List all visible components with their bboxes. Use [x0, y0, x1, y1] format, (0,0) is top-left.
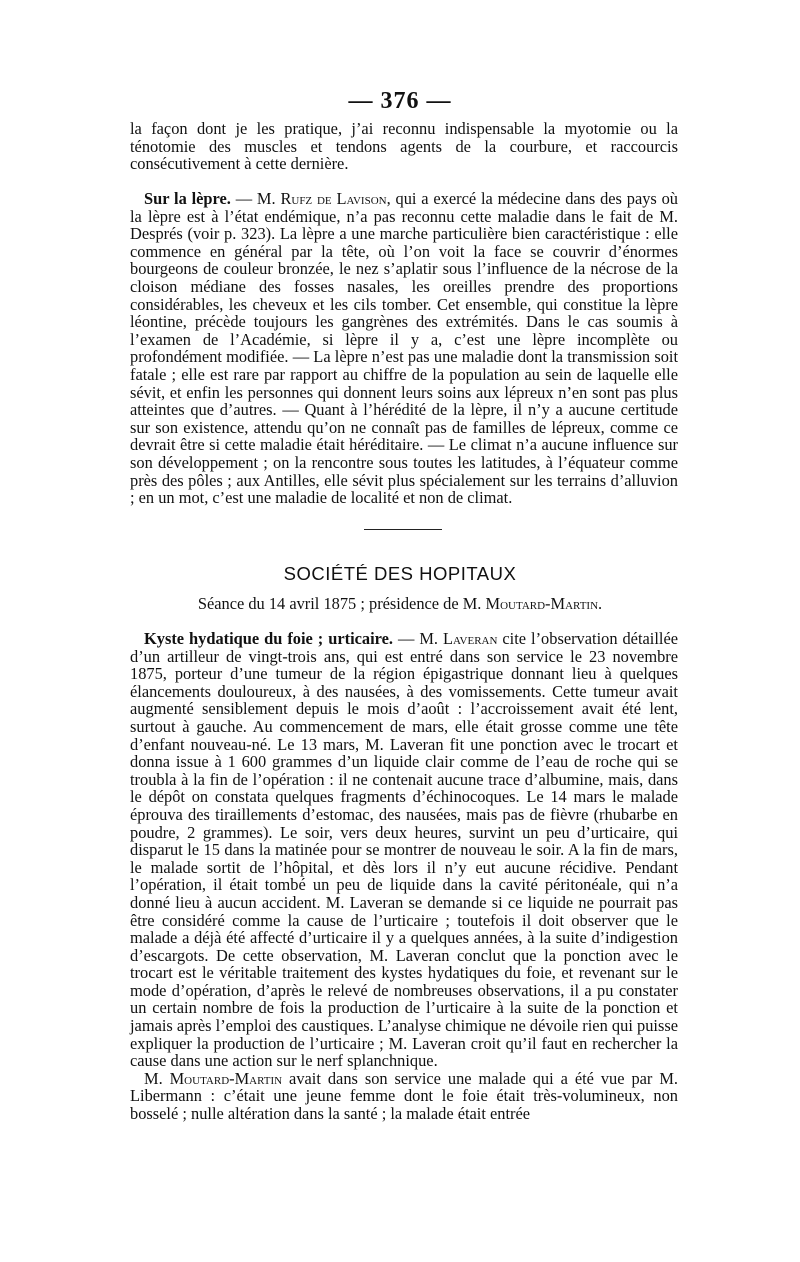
intro-paragraph: [130, 120, 678, 173]
kyste-article: [130, 630, 678, 1123]
kyste-heading: Kyste hydatique du foie ; urticaire.: [144, 629, 394, 648]
section-title: SOCIÉTÉ DES HOPITAUX: [283, 563, 517, 584]
kyste-paragraph: [130, 630, 678, 1070]
section-divider: [364, 529, 442, 530]
last-author: Moutard-Martin: [169, 1068, 283, 1088]
lepre-heading: Sur la lèpre.: [144, 189, 231, 208]
seance-president: Moutard-Martin: [485, 594, 599, 613]
last-prefix: M.: [144, 1068, 170, 1088]
page-number: — 376 —: [348, 88, 452, 114]
lepre-paragraph: [130, 190, 678, 507]
kyste-dash: — M.: [393, 629, 443, 648]
last-paragraph: [130, 1070, 678, 1123]
lepre-body: , qui a exercé la médecine dans des pays où la lèpre est à l’état endémique, n’a pas reconnu cette maladie dans le fait de M. Després (voir p. 323). La lèpre a une marche particulière bien caractéristique : elle commence en général par la tête, où l’on voit la face se couvrir d’énormes bourgeons de couleur bronzée, le nez s’aplatir sous l’influence de la nécrose de la cloison médiane des fosses nasales, les oreilles prendre des proportions considérables, les cheveux et les cils tomber. Cet ensemble, qui constitue la lèpre léontine, précède toujours les gangrènes des extrémités. Dans le cas soumis à l’examen de l’Académie, si lèpre il y a, c’est une lèpre incomplète ou profondément modifiée. — La lèpre n’est pas une maladie dont la transmission soit fatale ; elle est rare par rapport au chiffre de la population au sein de laquelle elle sévit, et enfin les personnes qui donnent leurs soins aux lépreux n’en sont pas plus atteintes que d’autres. — Quant à l’hérédité de la lèpre, il n’y a aucune certitude sur son existence, attendu qu’on ne connaît pas de familles de lépreux, comme ce devrait être si cette maladie était héréditaire. — Le climat n’a aucune influence sur son développement ; on la rencontre sous toutes les latitudes, à l’équateur comme près des pôles ; aux Antilles, elle sévit plus spécialement sur les terrains d’alluvion ; en un mot, c’est une maladie de localité et non de climat.: [130, 189, 679, 508]
intro-text: la façon dont je les pratique, j’ai reconnu indispensable la myotomie ou la ténotomie des muscles et tendons agents de la courbure, et raccourcis consécutivement à cette dernière.: [130, 119, 678, 174]
lepre-author: Rufz de Lavison: [280, 189, 387, 208]
lepre-dash: — M.: [230, 189, 281, 208]
seance-prefix: Séance du 14 avril 1875 ; présidence de M.: [197, 594, 486, 613]
kyste-body: cite l’observation détaillée d’un artilleur de vingt-trois ans, qui est entré dans son service le 23 novembre 1875, porteur d’une tumeur de la région épigastrique donnant lieu à quelques élancements douloureux, à des nausées, à des vomissements. Cette tumeur avait augmenté sensiblement depuis le mois d’août : l’accroissement avait été lent, surtout à gauche. Au commencement de mars, elle était grosse comme une tête d’enfant nouveau-né. Le 13 mars, M. Laveran fit une ponction avec le trocart et donna issue à 1 600 grammes d’un liquide clair comme de l’eau de roche qui se troubla à la fin de l’opération : il ne contenait aucune trace d’albumine, mais, dans le dépôt on constata quelques fragments d’échinocoques. Le 14 mars le malade éprouva des tiraillements d’estomac, des nausées, mais pas de fièvre (rhubarbe en poudre, 2 grammes). Le soir, vers deux heures, survint un peu d’urticaire, qui disparut le 15 dans la matinée pour se montrer de nouveau le soir. A la fin de mars, le malade sortit de l’hôpital, et dès lors il n’y eut aucune récidive. Pendant l’opération, il était tombé un peu de liquide dans la cavité péritonéale, qui n’a donné lieu à aucun accident. M. Laveran se demande si ce liquide ne pourrait pas être considéré comme la cause de l’urticaire ; toutefois il doit observer que le malade a déjà été affecté d’urticaire il y a quelques années, à la suite d’indigestion d’escargots. De cette observation, M. Laveran conclut que la ponction avec le trocart est le véritable traitement des kystes hydatiques du foie, et revenant sur le mode d’opération, d’après le relevé de nombreuses observations, il a pu constater un certain nombre de fois la production de l’urticaire à la suite de la ponction et jamais après l’emploi des caustiques. L’analyse chimique ne dévoile rien qui puisse expliquer la production de l’urticaire ; M. Laveran croit qu’il faut en rechercher la cause dans une action sur le nerf splanchnique.: [130, 629, 679, 1071]
seance-suffix: .: [598, 594, 603, 613]
seance-line: [0, 594, 800, 614]
last-body: avait dans son service une malade qui a été vue par M. Libermann : c’était une jeune femme dont le foie était très-volumineux, non bosselé ; nulle altération dans la santé ; la malade était entrée: [130, 1068, 678, 1124]
kyste-author: Laveran: [443, 629, 498, 648]
lepre-article: [130, 190, 678, 507]
